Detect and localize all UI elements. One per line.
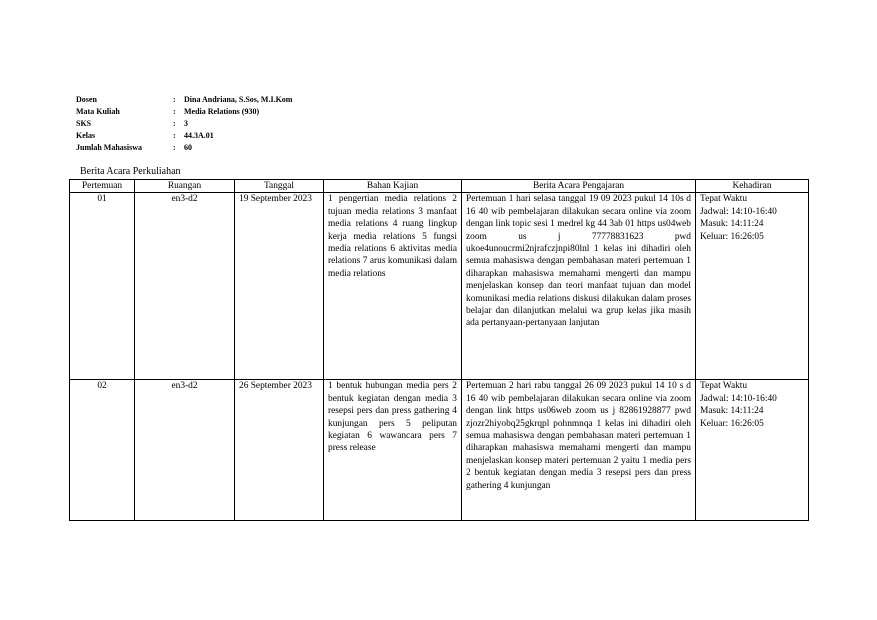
info-label: SKS bbox=[76, 119, 92, 128]
info-colon: : bbox=[173, 131, 176, 140]
kehadiran-status: Tepat Waktu bbox=[700, 381, 748, 392]
cell-kehadiran bbox=[696, 193, 809, 380]
info-label: Jumlah Mahasiswa bbox=[76, 143, 143, 152]
kehadiran-jadwal: Jadwal: 14:10-16:40 bbox=[700, 206, 777, 217]
info-colon: : bbox=[173, 119, 176, 128]
table-row bbox=[70, 193, 809, 380]
table-row bbox=[70, 380, 809, 521]
header-pertemuan: Pertemuan bbox=[70, 180, 135, 193]
info-row-dosen bbox=[76, 94, 292, 106]
info-label: Dosen bbox=[76, 95, 97, 104]
course-info bbox=[76, 94, 292, 154]
kehadiran-status: Tepat Waktu bbox=[700, 194, 748, 205]
cell-tanggal: 19 September 2023 bbox=[235, 193, 324, 380]
info-label: Kelas bbox=[76, 131, 96, 140]
info-colon: : bbox=[173, 107, 176, 116]
cell-pertemuan: 02 bbox=[70, 380, 135, 521]
header-ruangan: Ruangan bbox=[135, 180, 235, 193]
info-value: Dina Andriana, S.Sos, M.I.Kom bbox=[184, 95, 293, 104]
info-row-kelas bbox=[76, 130, 292, 142]
info-row-sks bbox=[76, 118, 292, 130]
cell-kehadiran bbox=[696, 380, 809, 521]
section-title: Berita Acara Perkuliahan bbox=[80, 166, 181, 177]
header-tanggal: Tanggal bbox=[235, 180, 324, 193]
cell-ruangan: en3-d2 bbox=[135, 380, 235, 521]
table-header-row bbox=[70, 180, 809, 193]
info-row-mata-kuliah bbox=[76, 106, 292, 118]
berita-acara-text: Pertemuan 2 hari rabu tanggal 26 09 2023 pukul 14 10 s d 16 40 wib pembelajaran dilakukan secara online via zoom dengan link https us06web zoom us j 82861928877 pwd zjozr2hiyobq25gkrqpl pohnmnqa 1 kelas ini dihadiri oleh semua mahasiswa dengan pembahasan materi pertemuan 1 diharapkan mahasiswa memahami mengerti dan mampu menjelaskan konsep materi pertemuan 2 yaitu 1 media pers 2 bentuk kegiatan dengan media 3 resepsi pers dan press gathering 4 kunjungan bbox=[466, 381, 691, 491]
info-value: 3 bbox=[184, 119, 188, 128]
info-value: 60 bbox=[184, 143, 192, 152]
header-bahan-kajian: Bahan Kajian bbox=[324, 180, 462, 193]
cell-ruangan: en3-d2 bbox=[135, 193, 235, 380]
cell-tanggal: 26 September 2023 bbox=[235, 380, 324, 521]
cell-berita-acara bbox=[462, 380, 696, 521]
info-row-jumlah-mahasiswa bbox=[76, 142, 292, 154]
info-colon: : bbox=[173, 95, 176, 104]
cell-pertemuan: 01 bbox=[70, 193, 135, 380]
info-value: 44.3A.01 bbox=[184, 131, 214, 140]
kehadiran-keluar: Keluar: 16:26:05 bbox=[700, 418, 764, 429]
kehadiran-keluar: Keluar: 16:26:05 bbox=[700, 231, 764, 242]
info-value: Media Relations (930) bbox=[184, 107, 260, 116]
kehadiran-masuk: Masuk: 14:11:24 bbox=[700, 406, 764, 417]
header-kehadiran: Kehadiran bbox=[696, 180, 809, 193]
cell-bahan-kajian: 1 pengertian media relations 2 tujuan media relations 3 manfaat media relations 4 ruang lingkup kerja media relations 5 fungsi media relations 6 aktivitas media relations 7 arus komunikasi dalam media relations bbox=[324, 193, 462, 380]
cell-bahan-kajian: 1 bentuk hubungan media pers 2 bentuk kegiatan dengan media 3 resepsi pers dan press gathering 4 kunjungan pers 5 peliputan kegiatan 6 wawancara pers 7 press release bbox=[324, 380, 462, 521]
lecture-log-table bbox=[69, 179, 809, 521]
cell-berita-acara: Pertemuan 1 hari selasa tanggal 19 09 2023 pukul 14 10s d 16 40 wib pembelajaran dilakukan secara online via zoom dengan link topic sesi 1 medrel kg 44 3ab 01 https us04web zoom us j 77778831623 pwd ukoe4unoucrmi2njrafczjnpi80lnl 1 kelas ini dihadiri oleh semua mahasiswa dengan pembahasan materi pertemuan 1 diharapkan mahasiswa memahami mengerti dan mampu menjelaskan konsep dan teori manfaat tujuan dan model komunikasi media relations diskusi dilakukan dalam proses belajar dan dilanjutkan melalui wa grup kelas jika masih ada pertanyaan-pertanyaan lanjutan bbox=[462, 193, 696, 380]
kehadiran-jadwal: Jadwal: 14:10-16:40 bbox=[700, 393, 777, 404]
info-label: Mata Kuliah bbox=[76, 107, 120, 116]
info-colon: : bbox=[173, 143, 176, 152]
kehadiran-masuk: Masuk: 14:11:24 bbox=[700, 219, 764, 230]
header-berita-acara: Berita Acara Pengajaran bbox=[462, 180, 696, 193]
